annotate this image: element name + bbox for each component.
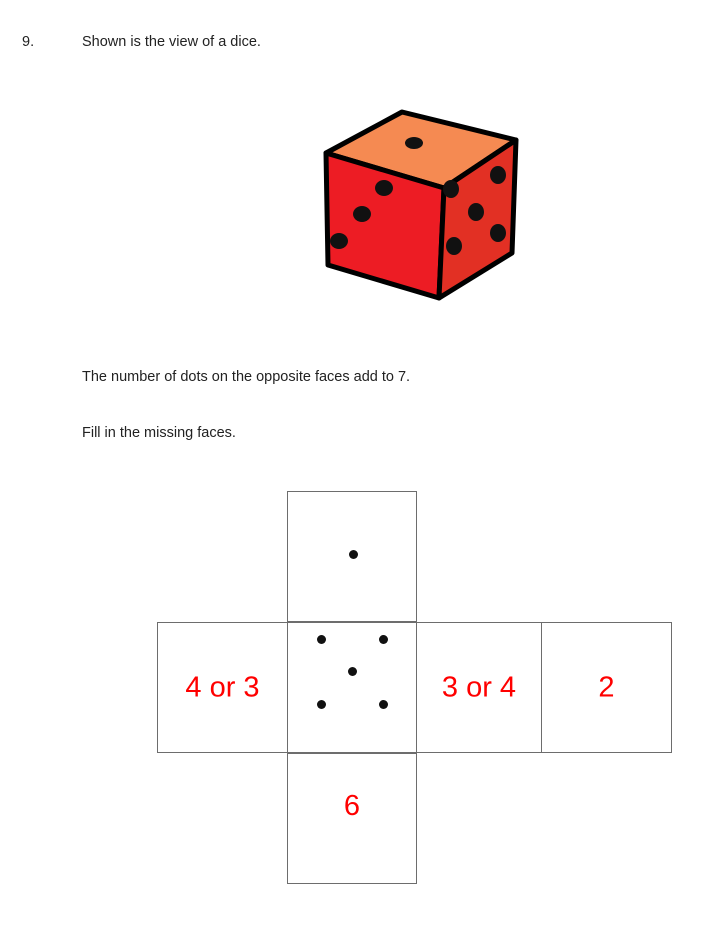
pip-dot — [317, 700, 326, 709]
cube-net — [157, 491, 675, 884]
net-cell-far-right[interactable] — [541, 622, 672, 753]
question-prompt: Shown is the view of a dice. — [82, 34, 261, 50]
pip-dot — [317, 635, 326, 644]
net-cell-right[interactable] — [416, 622, 542, 753]
net-cell-top[interactable] — [287, 491, 417, 622]
pip-dot — [348, 667, 357, 676]
answer-right: 3 or 4 — [441, 671, 517, 703]
pip-dot — [379, 700, 388, 709]
pip-dot — [349, 550, 358, 559]
net-cell-center[interactable] — [287, 622, 417, 753]
instruction-text: Fill in the missing faces. — [82, 425, 236, 441]
answer-far-right: 2 — [598, 671, 615, 703]
dice-illustration — [306, 98, 536, 313]
answer-left: 4 or 3 — [185, 671, 260, 703]
net-cell-left[interactable] — [157, 622, 288, 753]
answer-bottom: 6 — [343, 790, 361, 822]
net-cell-bottom[interactable] — [287, 753, 417, 884]
pip-dot — [379, 635, 388, 644]
rule-text: The number of dots on the opposite faces add to 7. — [82, 369, 411, 385]
question-number: 9. — [22, 34, 35, 50]
